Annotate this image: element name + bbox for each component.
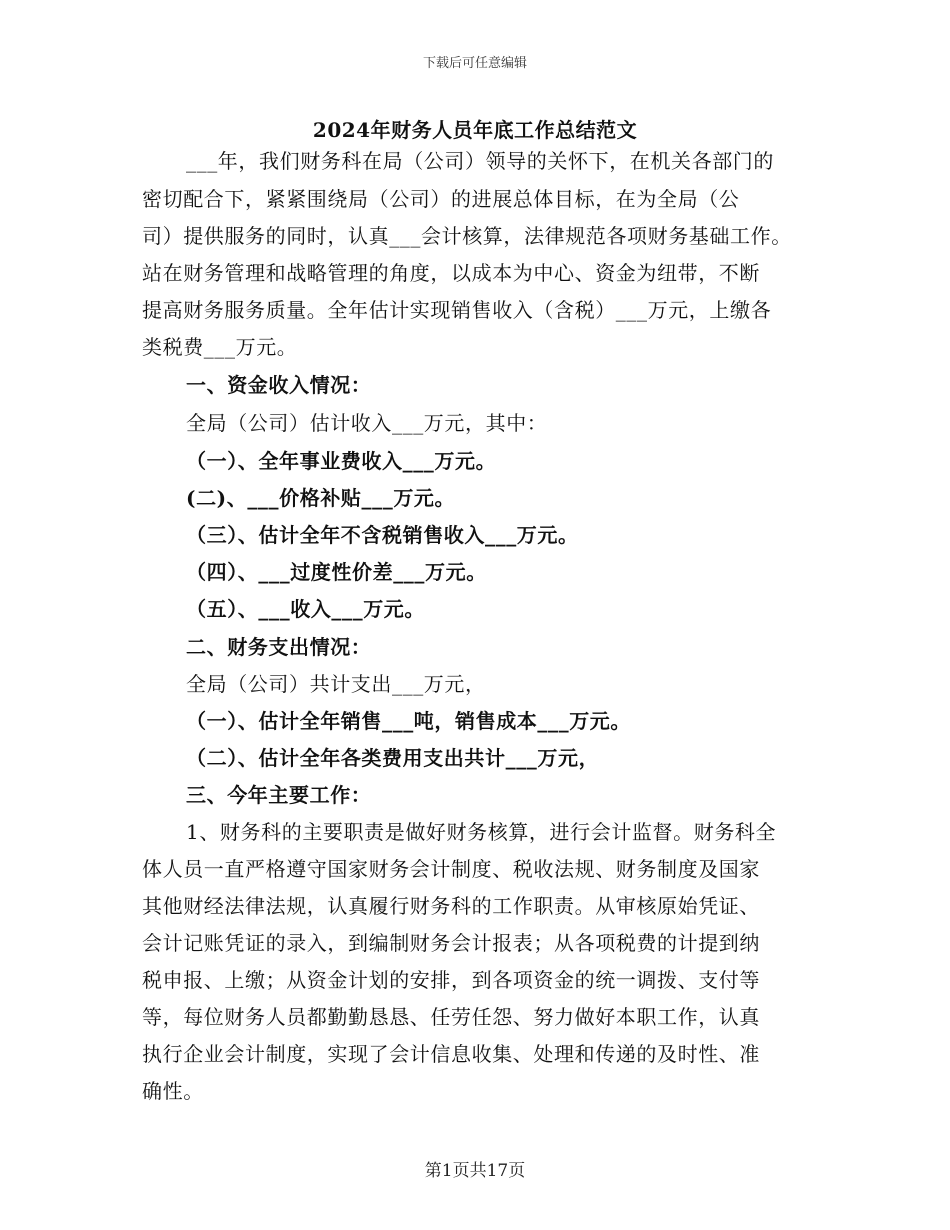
list-item: (二)、___价格补贴___万元。: [186, 486, 456, 510]
paragraph-line: 1、财务科的主要职责是做好财务核算，进行会计监督。财务科全: [186, 820, 777, 844]
paragraph-line: 其他财经法律法规，认真履行财务科的工作职责。从审核原始凭证、: [142, 894, 760, 918]
paragraph-line: 类税费___万元。: [142, 335, 298, 359]
paragraph-line: ___年，我们财务科在局（公司）领导的关怀下，在机关各部门的: [186, 149, 774, 173]
list-item: （四）、___过度性价差___万元。: [186, 560, 487, 584]
list-item: （二）、估计全年各类费用支出共计___万元，: [186, 746, 600, 770]
list-item: （三）、估计全年不含税销售收入___万元。: [186, 523, 579, 547]
paragraph-line: 执行企业会计制度，实现了会计信息收集、处理和传递的及时性、准: [142, 1042, 760, 1066]
paragraph-line: 体人员一直严格遵守国家财务会计制度、税收法规、财务制度及国家: [142, 857, 760, 881]
list-item: （一）、全年事业费收入___万元。: [186, 449, 497, 473]
document-title: 2024年财务人员年底工作总结范文: [312, 118, 638, 142]
paragraph-line: 税申报、上缴；从资金计划的安排，到各项资金的统一调拨、支付等: [142, 968, 760, 992]
page-number: 第1页共17页: [424, 1161, 526, 1181]
paragraph-line: 全局（公司）共计支出___万元，: [186, 672, 486, 696]
list-item: （五）、___收入___万元。: [186, 597, 425, 621]
list-item: （一）、估计全年销售___吨，销售成本___万元。: [186, 709, 631, 733]
section-heading: 三、今年主要工作：: [186, 783, 372, 807]
paragraph-line: 确性。: [142, 1079, 204, 1103]
paragraph-line: 全局（公司）估计收入___万元，其中：: [186, 411, 548, 435]
section-heading: 一、资金收入情况：: [186, 373, 372, 397]
section-heading: 二、财务支出情况：: [186, 635, 372, 659]
paragraph-line: 提高财务服务质量。全年估计实现销售收入（含税）___万元，上缴各: [142, 298, 772, 322]
paragraph-line: 等，每位财务人员都勤勤恳恳、任劳任怨、努力做好本职工作，认真: [142, 1005, 760, 1029]
paragraph-line: 会计记账凭证的录入，到编制财务会计报表；从各项税费的计提到纳: [142, 931, 760, 955]
paragraph-line: 司）提供服务的同时，认真___会计核算，法律规范各项财务基础工作。: [142, 224, 792, 248]
header-note: 下载后可任意编辑: [422, 56, 527, 71]
paragraph-line: 密切配合下，紧紧围绕局（公司）的进展总体目标，在为全局（公: [142, 187, 740, 211]
paragraph-line: 站在财务管理和战略管理的角度，以成本为中心、资金为纽带，不断: [142, 261, 760, 285]
